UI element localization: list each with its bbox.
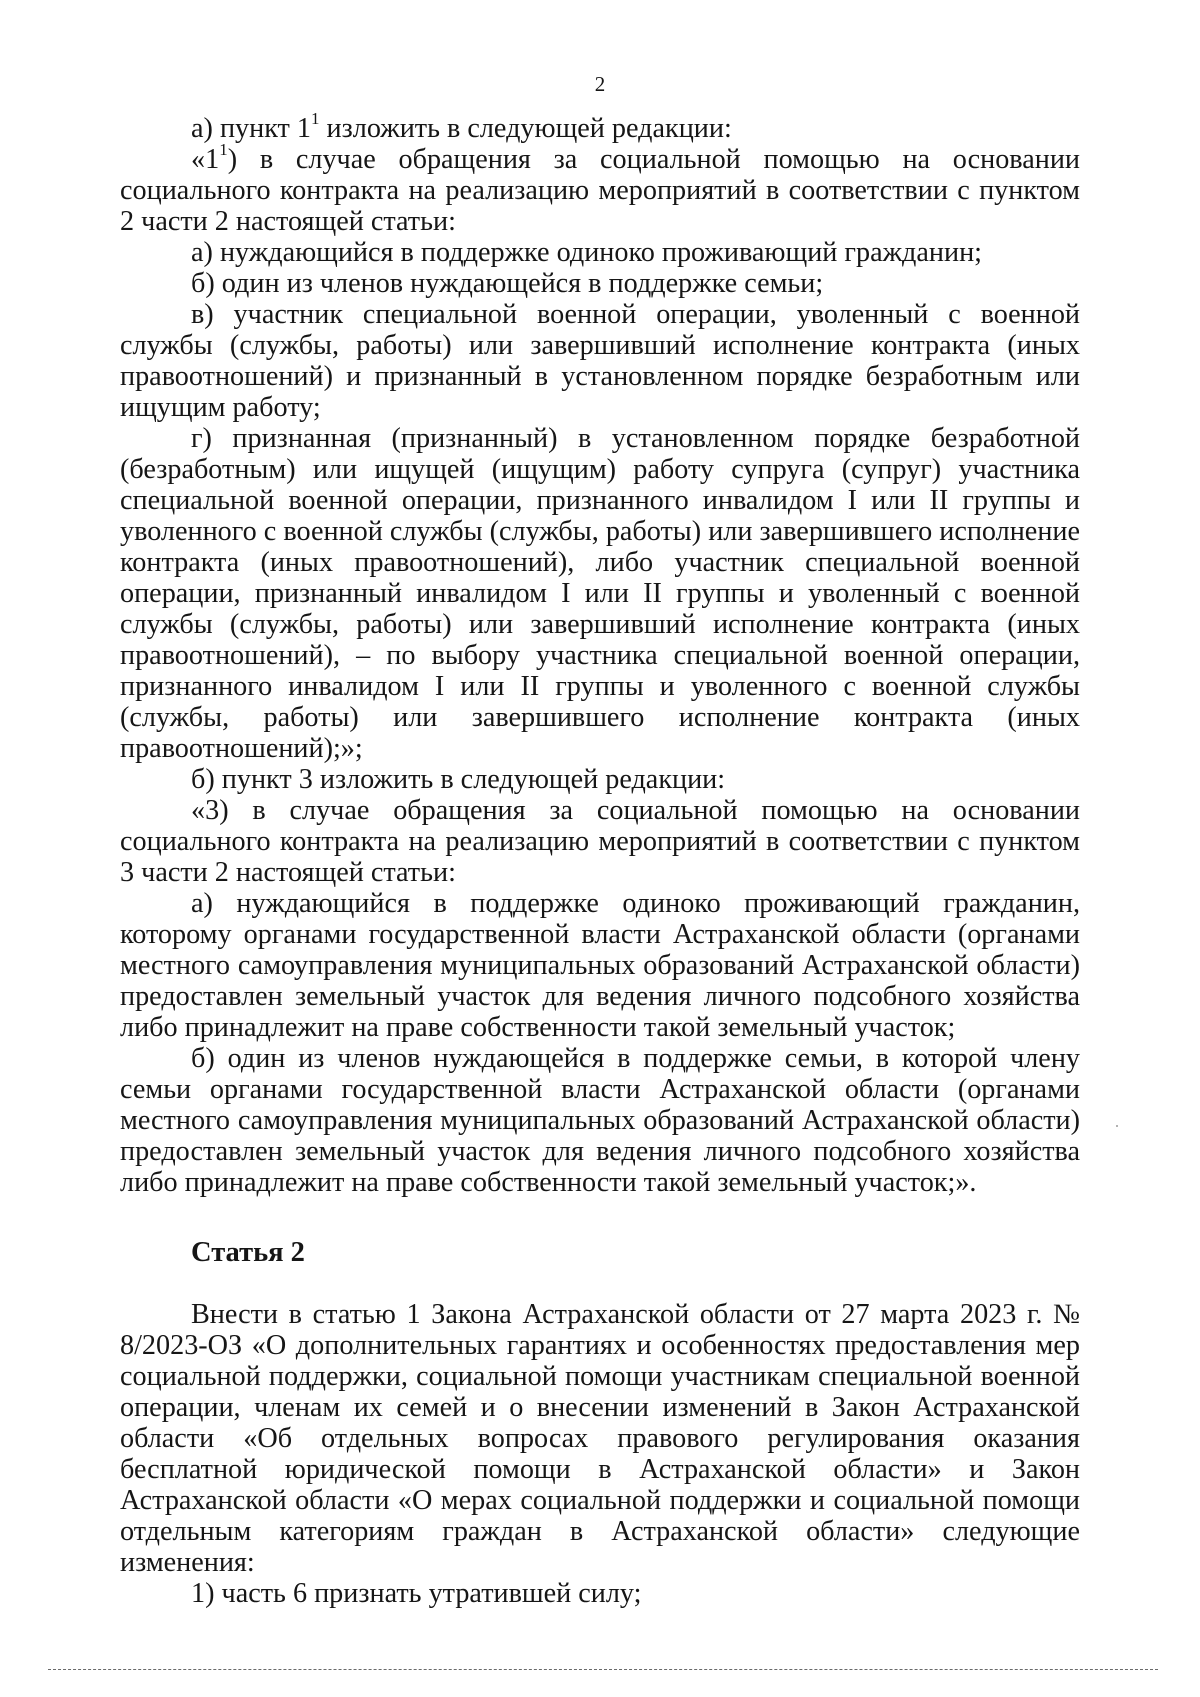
page-number: 2 [594, 72, 606, 96]
paragraph-sub-g: г) признанная (признанный) в установленном порядке безработной (безработным) или ищущей (ищущим) работу супруга (супруг) участника специальной военной операции, признанного инвалидом I или II группы и уволенного с военной службы (службы, работы) или завершившего исполнение контракта (иных правоотношений), либо участник специальной военной операции, признанный инвалидом I или II группы и уволенный с военной службы (службы, работы) или завершивший исполнение контракта (иных правоотношений), – по выбору участника специальной военной операции, признанного инвалидом I или II группы и уволенного с военной службы (службы, работы) или завершившего исполнение контракта (иных правоотношений);»; [120, 423, 1080, 764]
paragraph-item-b: б) пункт 3 изложить в следующей редакции: [191, 764, 726, 795]
article-2-spacer [120, 1268, 1080, 1299]
quote-1-suffix: ) в случае обращения за социальной помощью на основании социального контракта на реализацию мероприятий в соответствии с пунктом 2 части 2 настоящей статьи: [120, 144, 1080, 237]
paragraph-sub-b: б) один из членов нуждающейся в поддержке семьи; [191, 268, 824, 299]
article-2-point-1: 1) часть 6 признать утратившей силу; [191, 1578, 642, 1609]
paragraph-sub3-b: б) один из членов нуждающейся в поддержке семьи, в которой члену семьи органами государственной власти Астраханской области (органами местного самоуправления муниципальных образований Астраханской области) предоставлен земельный участок для ведения личного подсобного хозяйства либо принадлежит на праве собственности такой земельный участок;». [120, 1043, 1080, 1198]
item-a-prefix: а) пункт 1 [191, 113, 311, 144]
paragraph-quote-3: «3) в случае обращения за социальной помощью на основании социального контракта на реализацию мероприятий в соответствии с пунктом 3 части 2 настоящей статьи: [120, 795, 1080, 888]
quote-1-prefix: «1 [191, 144, 220, 175]
document-body [120, 108, 1080, 1609]
paragraph-quote-1-1 [120, 139, 1080, 237]
paragraph-sub3-a: а) нуждающийся в поддержке одиноко проживающий гражданин, которому органами государственной власти Астраханской области (органами местного самоуправления муниципальных образований Астраханской области) предоставлен земельный участок для ведения личного подсобного хозяйства либо принадлежит на праве собственности такой земельный участок; [120, 888, 1080, 1043]
article-2-heading: Статья 2 [191, 1237, 305, 1268]
paragraph-sub-v: в) участник специальной военной операции, уволенный с военной службы (службы, работы) или завершивший исполнение контракта (иных правоотношений) и признанный в установленном порядке безработным или ищущим работу; [120, 299, 1080, 423]
quote-1-superscript: 1 [219, 139, 228, 159]
item-a-suffix: изложить в следующей редакции: [319, 113, 732, 144]
item-a-superscript: 1 [311, 108, 320, 128]
paragraph-item-a [120, 108, 1080, 144]
scan-speck [1116, 1125, 1118, 1127]
article-2-intro: Внести в статью 1 Закона Астраханской области от 27 марта 2023 г. № 8/2023-ОЗ «О дополнительных гарантиях и особенностях предоставления мер социальной поддержки, социальной помощи участникам специальной военной операции, членам их семей и о внесении изменений в Закон Астраханской области «Об отдельных вопросах правового регулирования оказания бесплатной юридической помощи в Астраханской области» и Закон Астраханской области «О мерах социальной поддержки и социальной помощи отдельным категориям граждан в Астраханской области» следующие изменения: [120, 1299, 1080, 1578]
paragraph-sub-a: а) нуждающийся в поддержке одиноко проживающий гражданин; [191, 237, 982, 268]
scan-bottom-edge [48, 1669, 1158, 1670]
